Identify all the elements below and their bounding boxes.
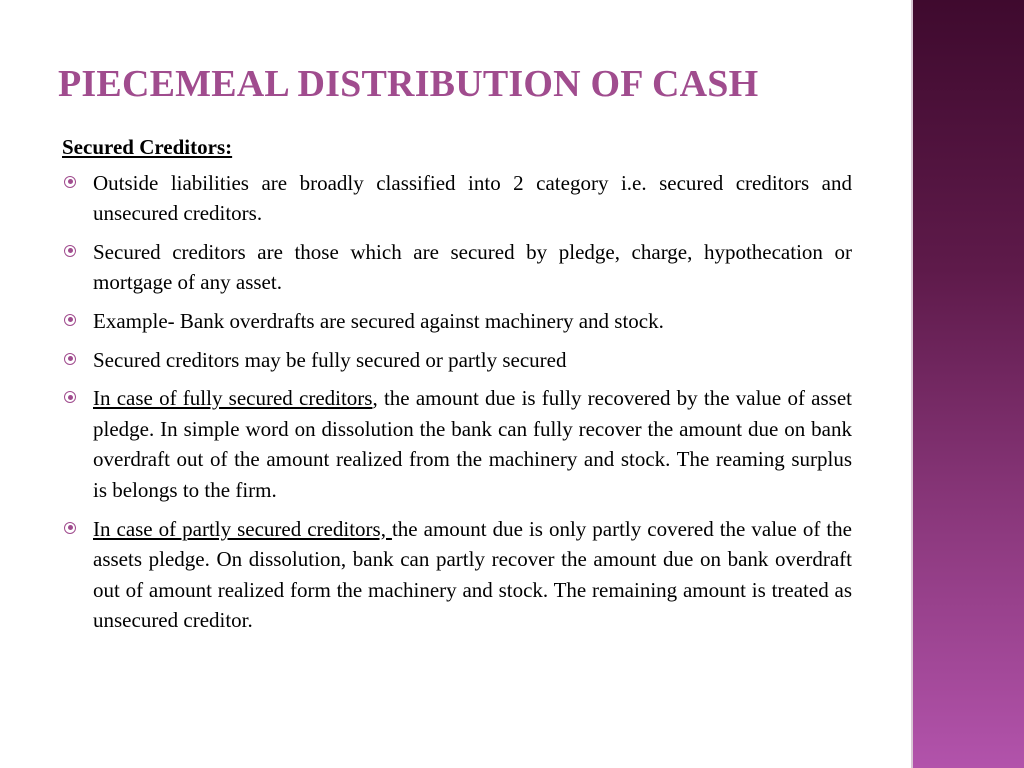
bullet-item [62, 383, 852, 505]
slide-body [62, 132, 852, 644]
section-heading: Secured Creditors: [62, 135, 233, 159]
bullet-text: Secured creditors may be fully secured or partly secured [93, 347, 567, 372]
bullet-lead-underlined: In case of fully secured creditors [93, 386, 373, 411]
circled-dot-icon [64, 522, 76, 534]
bullet-text: Example- Bank overdrafts are secured against machinery and stock. [93, 308, 664, 333]
slide-title: PIECEMEAL DISTRIBUTION OF CASH [58, 63, 759, 105]
bullet-text: , the amount due is fully recovered by the value of asset pledge. In simple word on dissolution the bank can fully recover the amount due on bank overdraft out of the amount realized from the machinery and stock. The reaming surplus is belongs to the firm. [93, 386, 852, 502]
circled-dot-icon [64, 391, 76, 403]
bullet-lead-underlined: In case of partly secured creditors, [93, 516, 392, 541]
bullet-text: the amount due is only partly covered the value of the assets pledge. On dissolution, bank can partly recover the amount due on bank overdraft out of amount realized form the machinery and stock. The remaining amount is treated as unsecured creditor. [93, 516, 853, 633]
bullet-item [62, 237, 852, 298]
bullet-text: Secured creditors are those which are secured by pledge, charge, hypothecation or mortgage of any asset. [93, 239, 852, 295]
bullet-item [62, 345, 852, 376]
circled-dot-icon [64, 314, 76, 326]
bullet-item [62, 168, 852, 229]
side-decor-band [913, 0, 1024, 768]
bullet-list [62, 168, 852, 636]
circled-dot-icon [64, 353, 76, 365]
bullet-item [62, 306, 852, 337]
bullet-text: Outside liabilities are broadly classified into 2 category i.e. secured creditors and unsecured creditors. [93, 170, 852, 226]
bullet-item [62, 514, 852, 636]
circled-dot-icon [64, 176, 76, 188]
circled-dot-icon [64, 245, 76, 257]
